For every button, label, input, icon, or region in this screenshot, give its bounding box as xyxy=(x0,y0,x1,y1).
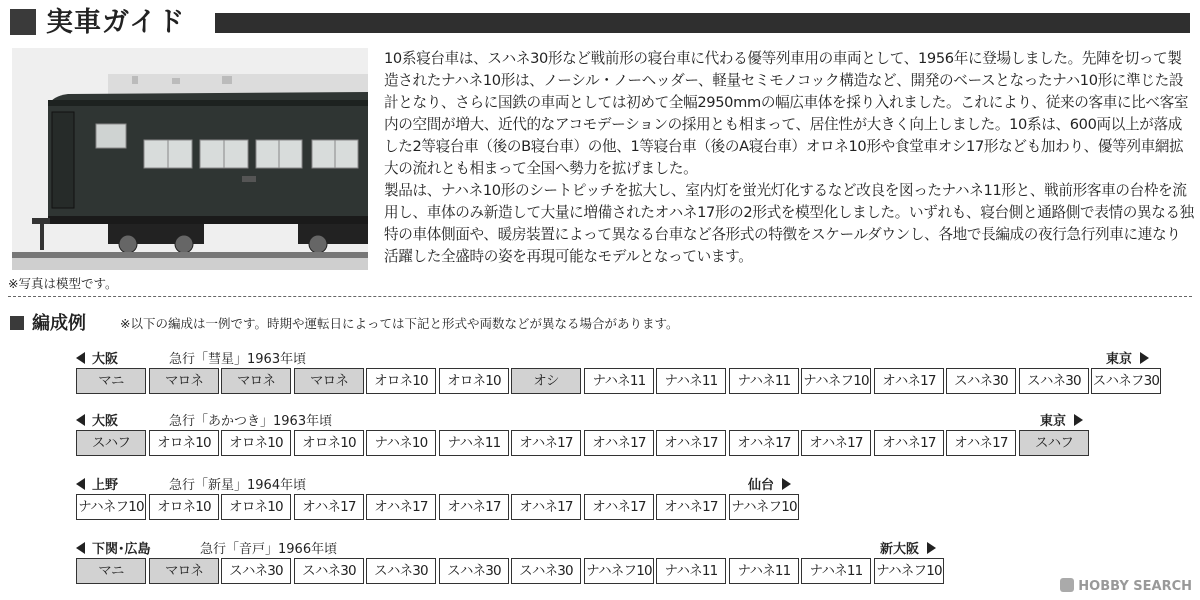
car-12: オハネ17 xyxy=(874,430,944,456)
formation-header xyxy=(76,346,1186,368)
right-arrow-icon xyxy=(927,542,936,554)
hobby-search-logo-icon xyxy=(1060,578,1074,592)
car-2: マロネ xyxy=(149,558,219,584)
car-4: オロネ10 xyxy=(294,430,364,456)
car-8: オハネ17 xyxy=(584,494,654,520)
car-2: オロネ10 xyxy=(149,494,219,520)
right-arrow-icon xyxy=(782,478,791,490)
formation-block xyxy=(76,536,1186,579)
train-name: 急行「音戸」1966年頃 xyxy=(200,542,338,557)
origin-station xyxy=(76,538,151,557)
left-arrow-icon xyxy=(76,352,85,364)
right-arrow-icon xyxy=(1074,414,1083,426)
car-8: ナハネ11 xyxy=(584,368,654,394)
car-3: オロネ10 xyxy=(221,494,291,520)
car-5: ナハネ10 xyxy=(366,430,436,456)
car-10: ナハネ11 xyxy=(729,368,799,394)
origin-label: 上野 xyxy=(92,478,119,493)
destination-label: 新大阪 xyxy=(880,542,920,557)
car-3: スハネ30 xyxy=(221,558,291,584)
train-name: 急行「彗星」1963年頃 xyxy=(169,352,307,367)
car-13: スハネ30 xyxy=(946,368,1016,394)
car-9: ナハネ11 xyxy=(656,368,726,394)
origin-label: 大阪 xyxy=(92,352,119,367)
watermark xyxy=(1060,578,1192,594)
car-7: スハネ30 xyxy=(511,558,581,584)
car-3: マロネ xyxy=(221,368,291,394)
car-14: スハネ30 xyxy=(1019,368,1089,394)
car-10: ナハネ11 xyxy=(729,558,799,584)
car-13: オハネ17 xyxy=(946,430,1016,456)
car-12: ナハネフ10 xyxy=(874,558,944,584)
left-arrow-icon xyxy=(76,478,85,490)
photo-caption: ※写真は模型です。 xyxy=(8,276,118,291)
destination-station xyxy=(1106,348,1149,367)
formation-header xyxy=(76,536,1186,558)
page-title: 実車ガイド xyxy=(46,7,186,38)
car-9: オハネ17 xyxy=(656,494,726,520)
car-11: オハネ17 xyxy=(801,430,871,456)
header-bar xyxy=(215,13,1190,33)
car-11: ナハネフ10 xyxy=(801,368,871,394)
car-9: オハネ17 xyxy=(656,430,726,456)
car-4: オハネ17 xyxy=(294,494,364,520)
car-7: オシ xyxy=(511,368,581,394)
destination-station xyxy=(1040,410,1083,429)
sleeper-car-illustration xyxy=(12,48,368,270)
car-1: ナハネフ10 xyxy=(76,494,146,520)
description-paragraph: 製品は、ナハネ10形のシートピッチを拡大し、室内灯を蛍光灯化するなど改良を図ったナハネ11形と、戦前形客車の台枠を流用し、車体のみ新造して大量に増備されたオハネ17形の2形式を模型化しました。いずれも、寝台側と通路側で表情の異なる独特の車体側面や、暖房装置によって異なる台車など各形式の特徴をスケールダウンし、各地で長編成の夜行急行列車に連なり活躍した全盛時の姿を再現可能なモデルとなっています。 xyxy=(384,182,1194,265)
car-4: スハネ30 xyxy=(294,558,364,584)
car-6: オハネ17 xyxy=(439,494,509,520)
car-2: マロネ xyxy=(149,368,219,394)
right-arrow-icon xyxy=(1140,352,1149,364)
car-1: マニ xyxy=(76,368,146,394)
left-arrow-icon xyxy=(76,414,85,426)
origin-label: 大阪 xyxy=(92,414,119,429)
watermark-text: HOBBY SEARCH xyxy=(1078,579,1192,594)
car-9: ナハネ11 xyxy=(656,558,726,584)
section-divider xyxy=(8,296,1192,297)
formation-header xyxy=(76,408,1186,430)
formation-block xyxy=(76,346,1186,389)
car-12: オハネ17 xyxy=(874,368,944,394)
description-paragraph: 10系寝台車は、スハネ30形など戦前形の寝台車に代わる優等列車用の車両として、1956年に登場しました。先陣を切って製造されたナハネ10形は、ノーシル・ノーヘッダー、軽量セミモノコック構造など、開発のベースとなったナハ10形に準じた設計となり、さらに国鉄の車両としては初めて全幅2950mmの幅広車体を採り入れました。これにより、従来の客車に比べ客室内の空間が増大、近代的なアコモデーションの採用とも相まって、居住性が大きく向上しました。10系は、600両以上が落成した2等寝台車（後のB寝台車）の他、1等寝台車（後のA寝台車）オロネ10形や食堂車オシ17形なども加わり、優等列車網拡大の流れとも相まって全国へ勢力を拡げました。 xyxy=(384,50,1189,177)
left-arrow-icon xyxy=(76,542,85,554)
car-5: オハネ17 xyxy=(366,494,436,520)
page-header xyxy=(10,5,1190,41)
car-2: オロネ10 xyxy=(149,430,219,456)
car-10: オハネ17 xyxy=(729,430,799,456)
origin-station xyxy=(76,410,118,429)
car-10: ナハネフ10 xyxy=(729,494,799,520)
car-5: オロネ10 xyxy=(366,368,436,394)
model-photo xyxy=(12,48,368,270)
car-5: スハネ30 xyxy=(366,558,436,584)
car-8: オハネ17 xyxy=(584,430,654,456)
destination-station xyxy=(880,538,936,557)
car-14: スハフ xyxy=(1019,430,1089,456)
train-name: 急行「あかつき」1963年頃 xyxy=(169,414,333,429)
section-title: 編成例 xyxy=(32,313,86,334)
section-note: ※以下の編成は一例です。時期や運転日によっては下記と形式や両数などが異なる場合があります。 xyxy=(120,316,679,331)
description-text xyxy=(384,48,1194,268)
car-7: オハネ17 xyxy=(511,494,581,520)
formation-block xyxy=(76,408,1186,451)
car-3: オロネ10 xyxy=(221,430,291,456)
car-11: ナハネ11 xyxy=(801,558,871,584)
destination-station xyxy=(748,474,791,493)
car-1: スハフ xyxy=(76,430,146,456)
car-1: マニ xyxy=(76,558,146,584)
section-square-mark xyxy=(10,316,24,330)
car-6: ナハネ11 xyxy=(439,430,509,456)
formation-block xyxy=(76,472,1186,515)
car-8: ナハネフ10 xyxy=(584,558,654,584)
car-15: スハネフ30 xyxy=(1091,368,1161,394)
origin-label: 下関･広島 xyxy=(92,542,151,557)
formation-header xyxy=(76,472,1186,494)
origin-station xyxy=(76,348,118,367)
destination-label: 仙台 xyxy=(748,478,775,493)
destination-label: 東京 xyxy=(1106,352,1133,367)
car-6: スハネ30 xyxy=(439,558,509,584)
destination-label: 東京 xyxy=(1040,414,1067,429)
train-name: 急行「新星」1964年頃 xyxy=(169,478,307,493)
car-6: オロネ10 xyxy=(439,368,509,394)
header-square-mark xyxy=(10,9,36,35)
car-7: オハネ17 xyxy=(511,430,581,456)
origin-station xyxy=(76,474,118,493)
car-4: マロネ xyxy=(294,368,364,394)
